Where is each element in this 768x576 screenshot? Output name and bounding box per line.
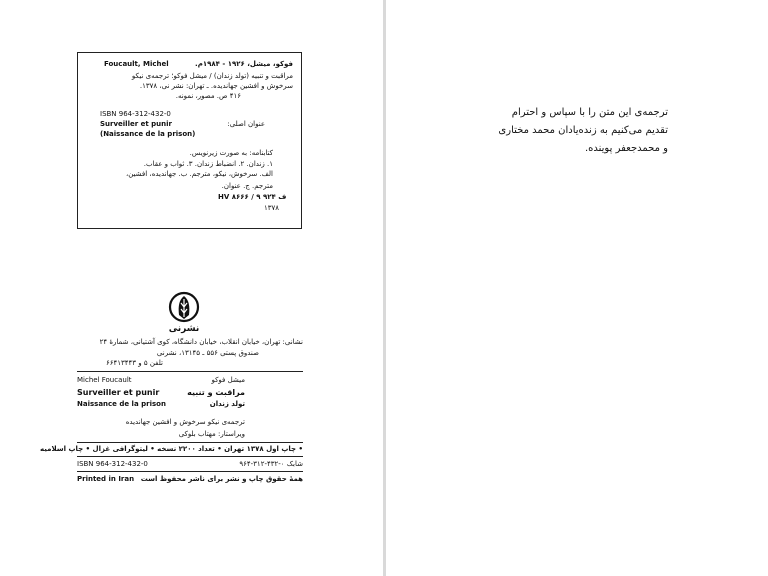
imprint-printed-in: Printed in Iran: [77, 475, 135, 483]
card-author-persian: فوکو، میشل، ۱۹۲۶ - ۱۹۸۴م.: [195, 60, 293, 68]
dedication-line-2: تقدیم می‌کنیم به زنده‌یادان محمد مختاری: [498, 125, 668, 136]
card-subjects-2: الف. سرخوش، نیکو، مترجم. ب. جهاندیده، افشین،: [125, 170, 273, 178]
card-original-title: Surveiller et punir: [100, 120, 172, 128]
imprint-rule-lower: [77, 456, 303, 457]
imprint-rule-bottom: [77, 471, 303, 472]
right-page: [386, 0, 768, 576]
left-page: [0, 0, 383, 576]
imprint-rule-top: [77, 371, 303, 372]
nashr-ney-logo-icon: [166, 291, 202, 335]
imprint-translators: ترجمه‌ی نیکو سرخوش و افشین جهاندیده: [125, 418, 245, 426]
imprint-rights: همهٔ حقوق چاپ و نشر برای ناشر محفوظ است: [140, 475, 303, 483]
imprint-subtitle-latin: Naissance de la prison: [77, 400, 166, 408]
card-call-number: HV ۸۶۶۶ / ۹ ف ۹۲۴: [218, 193, 287, 201]
dedication-line-3: و محمدجعفر پوینده.: [584, 143, 668, 154]
card-author-latin: Foucault, Michel: [104, 60, 169, 68]
card-original-title-label: عنوان اصلی:: [227, 120, 265, 128]
imprint-isbn-latin: ISBN 964-312-432-0: [77, 460, 148, 468]
imprint-print-info: • چاپ اول ۱۳۷۸ تهران • تعداد ۲۲۰۰ نسخه • لیتوگرافی غزال • چاپ اسلامیه: [40, 445, 303, 453]
logo-text: نشرنی: [168, 324, 200, 334]
imprint-subtitle-persian: تولد زندان: [209, 400, 245, 408]
imprint-rule-middle: [77, 442, 303, 443]
imprint-isbn-persian: شابک ۰-۴۳۲-۳۱۲-۹۶۴: [239, 460, 303, 468]
imprint-title-persian: مراقبت و تنبیه: [187, 388, 245, 397]
card-subjects-3: مترجم. ج. عنوان.: [221, 182, 273, 190]
card-line-publisher: سرخوش و افشین جهاندیده. ـ تهران: نشر نی، ۱۳۷۸.: [139, 82, 293, 90]
card-line-title: مراقبت و تنبیه (تولد زندان) / میشل فوکو؛ ترجمه‌ی نیکو: [131, 72, 293, 80]
imprint-author-persian: میشل فوکو: [211, 376, 245, 384]
imprint-address-1: نشانی: تهران، خیابان انقلاب، خیابان دانشگاه، کوی آشتیانی، شمارهٔ ۲۴: [99, 338, 303, 346]
imprint-editor: ویراستار: مهتاب بلوکی: [178, 430, 245, 438]
imprint-author-latin: Michel Foucault: [77, 376, 132, 384]
dedication-line-1: ترجمه‌ی این متن را با سپاس و احترام: [511, 107, 668, 118]
catalog-card: [77, 52, 302, 229]
card-note: کتابنامه: به صورت زیرنویس.: [189, 149, 273, 157]
card-subjects-1: ۱. زندان. ۲. انضباط زندان. ۳. ثواب و عقاب.: [143, 160, 273, 168]
imprint-title-latin: Surveiller et punir: [77, 388, 160, 397]
dedication-text: [500, 104, 668, 158]
card-isbn: ISBN 964-312-432-0: [100, 110, 171, 118]
card-year: ۱۳۷۸: [264, 204, 280, 212]
imprint-phone: تلفن ۵ و ۶۶۴۱۳۴۴۳: [105, 359, 163, 367]
card-line-pages: ۴۱۶ ص. مصور، نمونه.: [175, 92, 241, 100]
imprint-address-2: صندوق پستی ۵۵۶ ـ ۱۳۱۴۵، نشرنی: [156, 349, 259, 357]
card-original-subtitle: (Naissance de la prison): [100, 130, 196, 138]
